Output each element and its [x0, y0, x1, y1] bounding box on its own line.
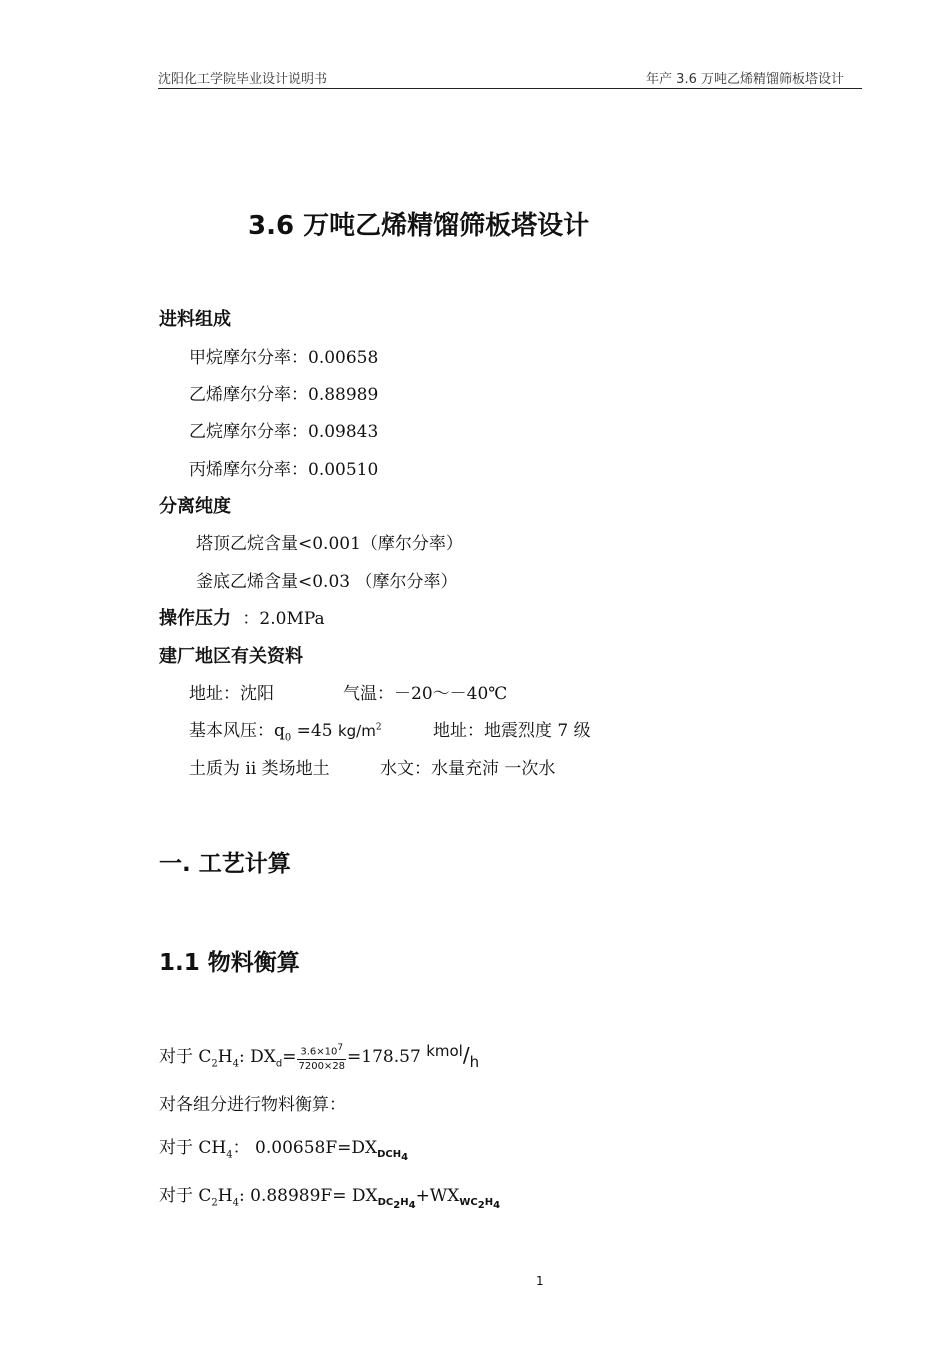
dsub-b: H	[400, 1197, 409, 1209]
feed-item-ethane: 乙烷摩尔分率：0.09843	[189, 422, 379, 442]
wind-label: 基本风压：	[189, 721, 274, 741]
fraction-denominator: 7200×28	[298, 1060, 346, 1072]
calc-line1-prefix: 对于 C	[159, 1047, 212, 1067]
calc-line-1: 对于 $C_2H_4$: $DX_d=$ $\frac{3.6\times 10^7}{7200\times 28}$ =178.57 kmol/h	[159, 1042, 480, 1072]
calc-line-3	[159, 1133, 408, 1163]
dsub-c: 4	[408, 1200, 416, 1212]
calc-line4-sub2: 4	[232, 1197, 239, 1209]
calc-line1-mid: H	[217, 1047, 233, 1067]
pressure-line	[159, 604, 325, 630]
calc-line3-xsub2: 4	[401, 1152, 409, 1164]
wsub-c: 4	[493, 1200, 501, 1212]
wsub-b: H	[484, 1197, 494, 1209]
pressure-label: 操作压力	[159, 608, 231, 629]
calc-line3-body: ： 0.00658F=DX	[232, 1138, 378, 1158]
wsub-text: WC	[459, 1197, 478, 1209]
dsub-text: DC	[377, 1197, 394, 1209]
fraction-num-text: 3.6×10	[300, 1046, 338, 1058]
calc-line1-colon: : DX	[239, 1047, 276, 1067]
calc-line1-eq: =	[282, 1047, 297, 1067]
fraction-num-sup: 7	[337, 1043, 344, 1054]
calc-fraction	[297, 1042, 346, 1072]
calc-line4-sub1: 2	[211, 1197, 218, 1209]
calc-unit-den: h	[469, 1053, 480, 1071]
site-seismic: 地址：地震烈度 7 级	[433, 721, 591, 741]
site-address: 地址：沈阳	[189, 684, 274, 704]
calc-line4-prefix: 对于 C	[159, 1186, 212, 1206]
calc-line-4	[159, 1181, 500, 1211]
wind-unit: kg/m	[337, 722, 376, 740]
feed-item-ethylene: 乙烯摩尔分率：0.88989	[189, 385, 379, 405]
header-right: 年产 3.6 万吨乙烯精馏筛板塔设计	[646, 72, 844, 87]
calc-line1-sub2: 4	[232, 1058, 239, 1070]
purity-heading: 分离纯度	[159, 496, 231, 517]
calc-line1-sub1: 2	[211, 1058, 218, 1070]
calc-unit-num: kmol	[426, 1042, 463, 1060]
site-water: 水文：水量充沛 一次水	[380, 759, 556, 779]
calc-line4-dsub	[377, 1197, 416, 1212]
calc-line3-xsub	[377, 1149, 409, 1164]
wind-q-sub: 0	[284, 732, 292, 744]
feed-heading: 进料组成	[159, 309, 231, 330]
calc-line1-d: d	[275, 1058, 283, 1070]
calc-line4-body: : 0.88989F= DX	[239, 1186, 378, 1206]
feed-item-propylene: 丙烯摩尔分率：0.00510	[189, 460, 379, 480]
wsub-a: 2	[477, 1200, 485, 1212]
wind-value: =45	[291, 721, 338, 741]
calc-line4-mid: H	[217, 1186, 233, 1206]
header-rule	[158, 88, 862, 89]
section-1-1-heading: 1.1 物料衡算	[159, 950, 300, 976]
site-soil: 土质为 ii 类场地土	[189, 759, 330, 779]
calc-line3-prefix: 对于 CH	[159, 1138, 227, 1158]
site-heading: 建厂地区有关资料	[159, 646, 303, 667]
purity-item-top: 塔顶乙烷含量<0.001（摩尔分率）	[196, 534, 463, 554]
wind-unit-sup: 2	[375, 722, 382, 733]
pressure-value: ：2.0MPa	[242, 609, 325, 629]
feed-item-methane: 甲烷摩尔分率：0.00658	[189, 348, 379, 368]
calc-line4-wsub	[459, 1197, 501, 1212]
site-wind-pressure	[189, 716, 382, 743]
calc-line4-plus: +WX	[415, 1186, 460, 1206]
site-temperature: 气温：－20～－40℃	[343, 684, 508, 704]
section-1-heading: 一. 工艺计算	[159, 851, 291, 877]
calc-line3-sub: 4	[226, 1149, 233, 1161]
fraction-numerator	[297, 1042, 346, 1059]
page-number: 1	[536, 1274, 544, 1288]
calc-line3-xsub-text: DCH	[377, 1149, 402, 1161]
purity-item-bottom: 釜底乙烯含量<0.03 （摩尔分率）	[196, 572, 458, 592]
wind-q: q	[274, 721, 285, 741]
document-title: 3.6 万吨乙烯精馏筛板塔设计	[248, 211, 590, 241]
calc-line1-result: =178.57	[347, 1047, 427, 1067]
dsub-a: 2	[393, 1200, 401, 1212]
header-left: 沈阳化工学院毕业设计说明书	[158, 72, 328, 87]
calc-line-2: 对各组分进行物料衡算：	[159, 1095, 346, 1115]
